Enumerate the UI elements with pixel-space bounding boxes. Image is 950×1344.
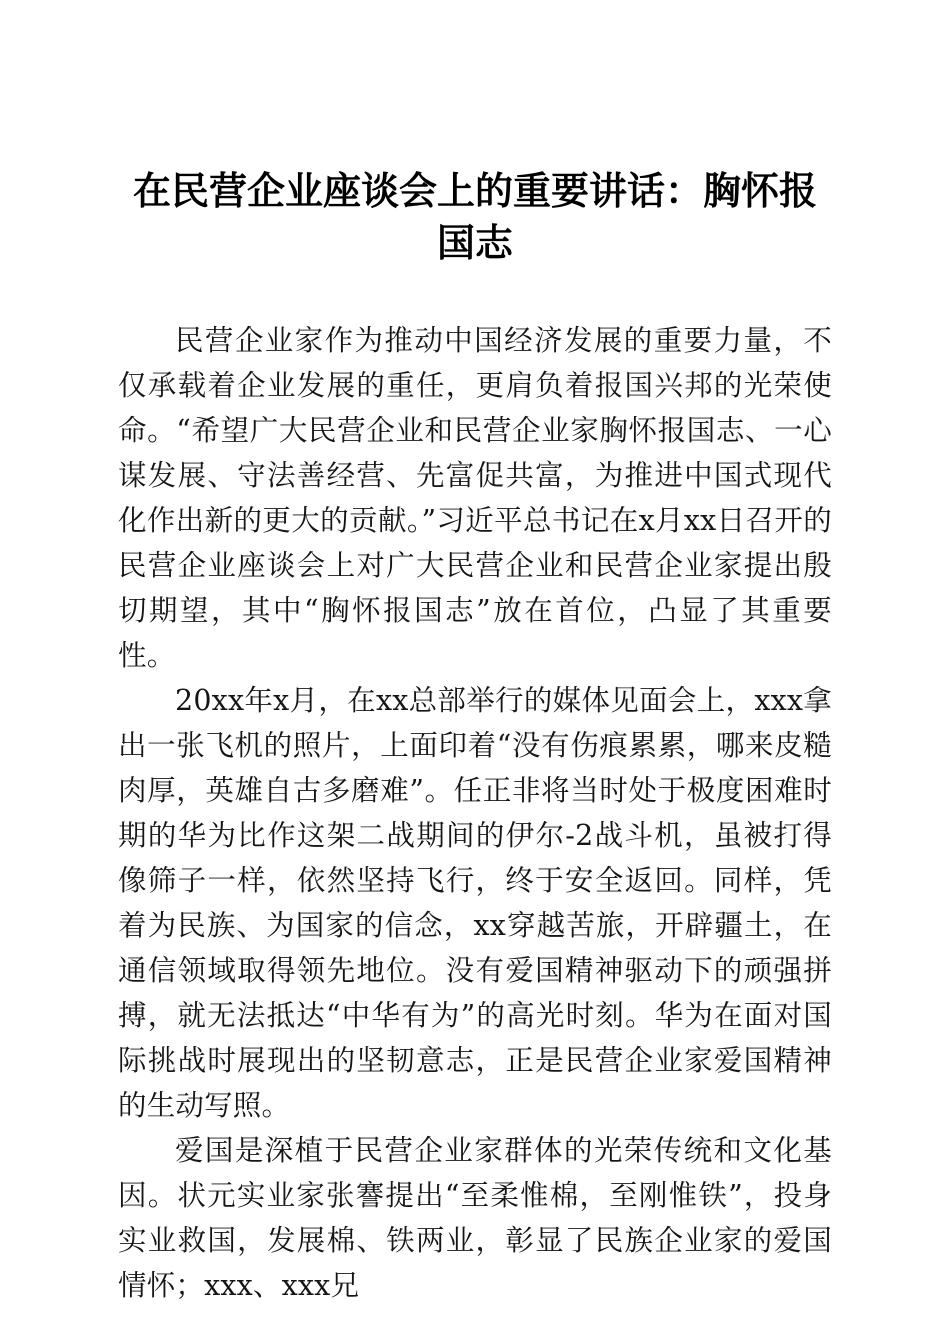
- document-content: [118, 318, 832, 1308]
- paragraph-3: 爱国是深植于民营企业家群体的光荣传统和文化基因。状元实业家张謇提出“至柔惟棉，至刚惟铁”，投身实业救国，发展棉、铁两业，彰显了民族企业家的爱国情怀；xxx、xxx兄: [118, 1134, 832, 1302]
- page-title: 在民营企业座谈会上的重要讲话：胸怀报国志: [132, 171, 817, 265]
- paragraph-2: 20xx年x月，在xx总部举行的媒体见面会上，xxx拿出一张飞机的照片，上面印着“没有伤痕累累，哪来皮糙肉厚，英雄自古多磨难”。任正非将当时处于极度困难时期的华为比作这架二战期间的伊尔-2战斗机，虽被打得像筛子一样，依然坚持飞行，终于安全返回。同样，凭着为民族、为国家的信念，xx穿越苦旅，开辟疆土，在通信领域取得领先地位。没有爱国精神驱动下的顽强拼搏，就无法抵达“中华有为”的高光时刻。华为在面对国际挑战时展现出的坚韧意志，正是民营企业家爱国精神的生动写照。: [118, 684, 832, 1122]
- paragraph-1: 民营企业家作为推动中国经济发展的重要力量，不仅承载着企业发展的重任，更肩负着报国兴邦的光荣使命。“希望广大民营企业和民营企业家胸怀报国志、一心谋发展、守法善经营、先富促共富，为推进中国式现代化作出新的更大的贡献。”习近平总书记在x月xx日召开的民营企业座谈会上对广大民营企业和民营企业家提出殷切期望，其中“胸怀报国志”放在首位，凸显了其重要性。: [118, 324, 832, 672]
